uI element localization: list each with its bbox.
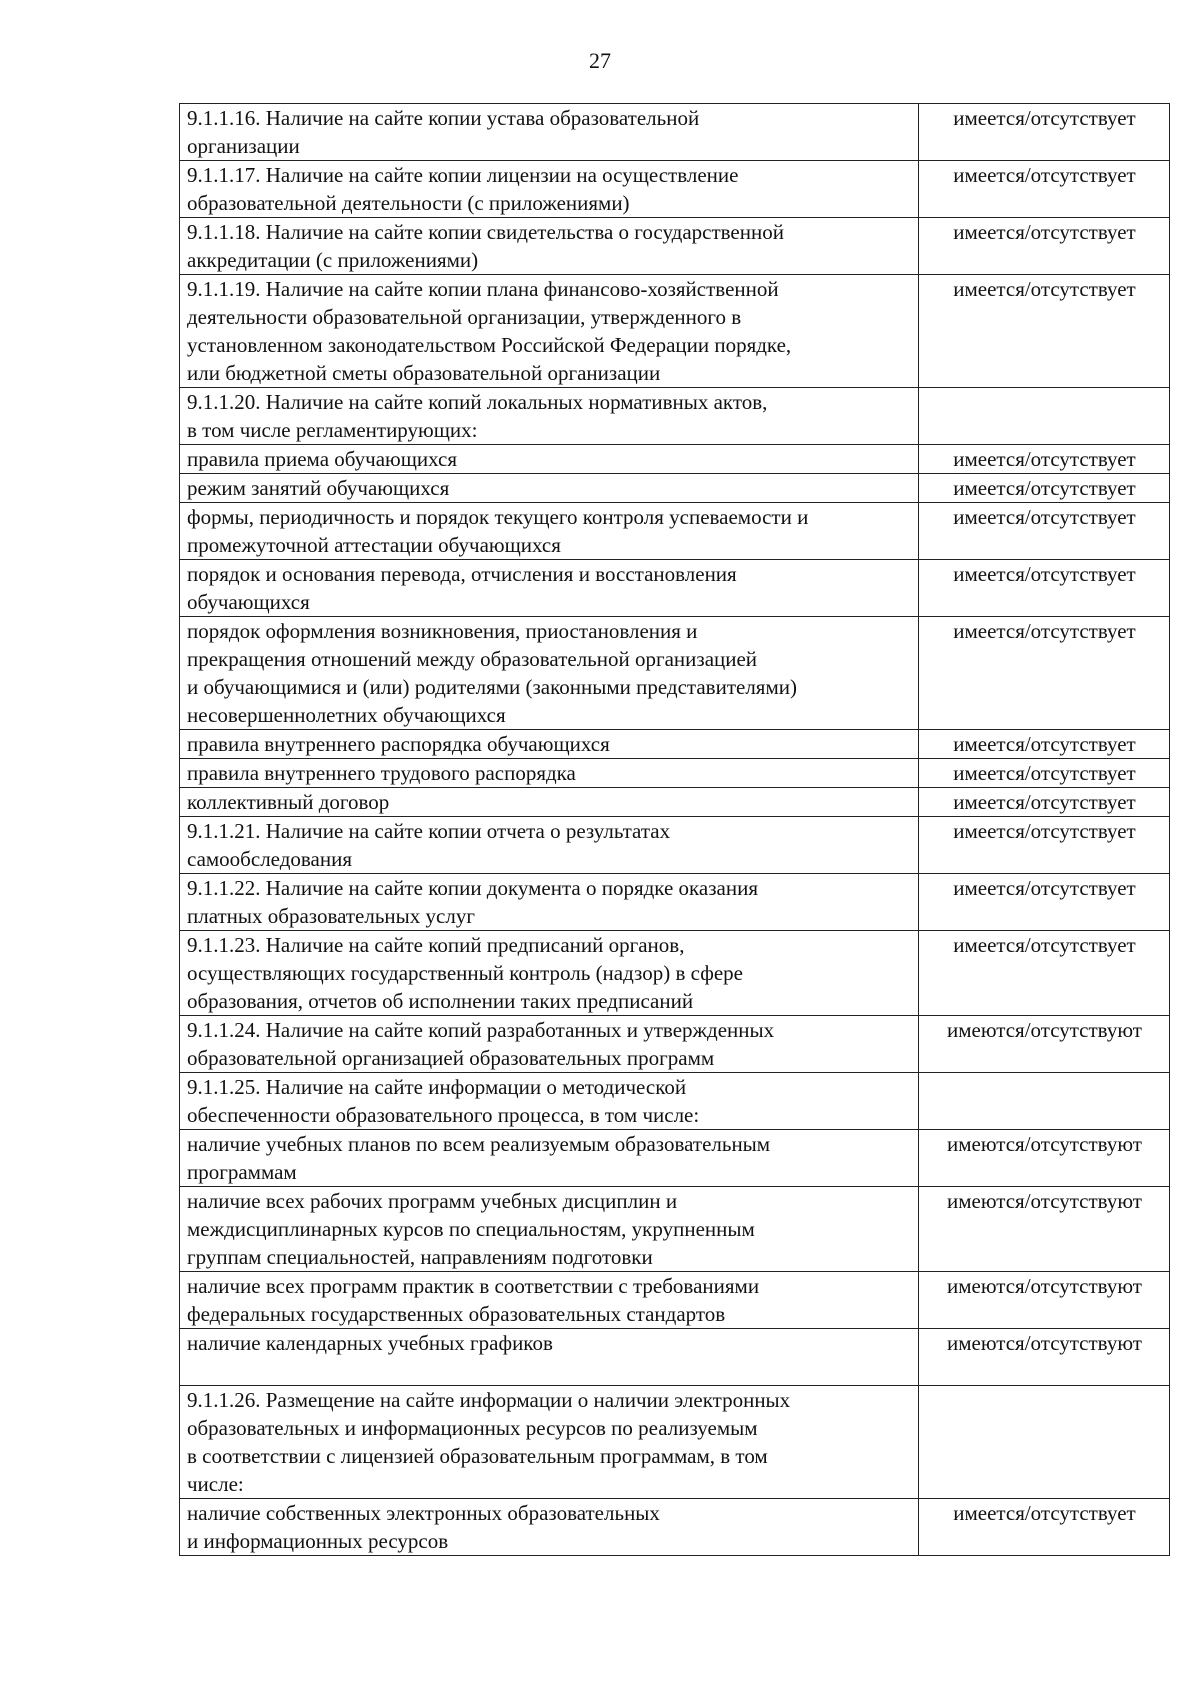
criterion-text-line: осуществляющих государственный контроль (надзор) в сфере <box>187 961 743 985</box>
table-row <box>180 104 1170 161</box>
criterion-cell <box>180 1187 919 1272</box>
page-number: 27 <box>589 48 611 73</box>
criterion-text-line: коллективный договор <box>187 790 390 814</box>
status-cell <box>919 388 1170 445</box>
criterion-text-line: 9.1.1.24. Наличие на сайте копий разработанных и утвержденных <box>187 1018 775 1042</box>
criterion-cell <box>180 1130 919 1187</box>
status-cell: имеется/отсутствует <box>919 560 1170 617</box>
status-cell <box>919 1386 1170 1499</box>
criterion-text-line: обеспеченности образовательного процесса, в том числе: <box>187 1103 700 1127</box>
criterion-text-line: наличие календарных учебных графиков <box>187 1331 553 1355</box>
criterion-cell <box>180 788 919 817</box>
criterion-text-line: промежуточной аттестации обучающихся <box>187 533 561 557</box>
table-row <box>180 503 1170 560</box>
criterion-cell <box>180 759 919 788</box>
criterion-cell <box>180 275 919 388</box>
criterion-text-line: междисциплинарных курсов по специальностям, укрупненным <box>187 1217 755 1241</box>
criterion-cell <box>180 218 919 275</box>
criterion-text-line: 9.1.1.17. Наличие на сайте копии лицензии на осуществление <box>187 163 739 187</box>
criterion-text-line: аккредитации (с приложениями) <box>187 248 479 272</box>
table-row <box>180 445 1170 474</box>
criterion-text-line: платных образовательных услуг <box>187 904 475 928</box>
table-row <box>180 931 1170 1016</box>
criterion-text-line: режим занятий обучающихся <box>187 476 450 500</box>
status-cell: имеется/отсутствует <box>919 1499 1170 1556</box>
table-row <box>180 617 1170 730</box>
table-row <box>180 388 1170 445</box>
status-cell: имеется/отсутствует <box>919 218 1170 275</box>
criterion-cell <box>180 730 919 759</box>
table-row <box>180 1016 1170 1073</box>
status-cell: имеется/отсутствует <box>919 788 1170 817</box>
criterion-cell <box>180 388 919 445</box>
table-row <box>180 1187 1170 1272</box>
criterion-text-line: 9.1.1.19. Наличие на сайте копии плана финансово-хозяйственной <box>187 277 779 301</box>
criterion-cell <box>180 445 919 474</box>
table-row <box>180 560 1170 617</box>
criterion-text-line: порядок и основания перевода, отчисления и восстановления <box>187 562 737 586</box>
criterion-cell <box>180 874 919 931</box>
criterion-text-line: наличие учебных планов по всем реализуемым образовательным <box>187 1132 771 1156</box>
criterion-cell <box>180 161 919 218</box>
status-cell: имеются/отсутствуют <box>919 1016 1170 1073</box>
status-cell: имеется/отсутствует <box>919 759 1170 788</box>
criterion-text-line: организации <box>187 134 300 158</box>
status-cell: имеется/отсутствует <box>919 104 1170 161</box>
table-row <box>180 1130 1170 1187</box>
table-row <box>180 275 1170 388</box>
criterion-text-line: наличие всех программ практик в соответствии с требованиями <box>187 1274 760 1298</box>
criterion-text-line: самообследования <box>187 847 352 871</box>
criterion-cell <box>180 1073 919 1130</box>
status-cell: имеется/отсутствует <box>919 445 1170 474</box>
status-cell: имеются/отсутствуют <box>919 1272 1170 1329</box>
criterion-cell <box>180 474 919 503</box>
criterion-text-line: правила внутреннего трудового распорядка <box>187 761 576 785</box>
criteria-table <box>179 103 1170 1556</box>
criterion-cell <box>180 1329 919 1386</box>
criterion-text-line: деятельности образовательной организации, утвержденного в <box>187 305 742 329</box>
criterion-cell <box>180 931 919 1016</box>
criterion-text-line: программам <box>187 1160 297 1184</box>
criterion-cell <box>180 503 919 560</box>
table-row <box>180 161 1170 218</box>
criterion-text-line: 9.1.1.20. Наличие на сайте копий локальных нормативных актов, <box>187 390 768 414</box>
status-cell: имеются/отсутствуют <box>919 1130 1170 1187</box>
criteria-table-body <box>180 104 1170 1556</box>
criterion-text-line: группам специальностей, направлениям подготовки <box>187 1245 653 1269</box>
table-row <box>180 817 1170 874</box>
criterion-text-line: обучающихся <box>187 590 310 614</box>
status-cell: имеется/отсутствует <box>919 275 1170 388</box>
table-row <box>180 474 1170 503</box>
status-cell: имеется/отсутствует <box>919 161 1170 218</box>
criterion-text-line: 9.1.1.18. Наличие на сайте копии свидетельства о государственной <box>187 220 784 244</box>
criterion-text-line: 9.1.1.16. Наличие на сайте копии устава образовательной <box>187 106 700 130</box>
criterion-cell <box>180 1016 919 1073</box>
criterion-text-line: несовершеннолетних обучающихся <box>187 703 506 727</box>
criterion-text-line: 9.1.1.23. Наличие на сайте копий предписаний органов, <box>187 933 685 957</box>
status-cell: имеется/отсутствует <box>919 474 1170 503</box>
table-row <box>180 1499 1170 1556</box>
status-cell <box>919 1073 1170 1130</box>
criterion-cell <box>180 1386 919 1499</box>
status-cell: имеется/отсутствует <box>919 874 1170 931</box>
table-row <box>180 730 1170 759</box>
criterion-text-line: правила внутреннего распорядка обучающихся <box>187 732 610 756</box>
criterion-text-line: образовательной организацией образовательных программ <box>187 1046 715 1070</box>
status-cell: имеется/отсутствует <box>919 817 1170 874</box>
table-row <box>180 874 1170 931</box>
criterion-text-line: и обучающимися и (или) родителями (законными представителями) <box>187 675 797 699</box>
criterion-text-line: или бюджетной сметы образовательной организации <box>187 361 661 385</box>
criterion-text-line: 9.1.1.25. Наличие на сайте информации о методической <box>187 1075 687 1099</box>
criterion-text-line: образовательной деятельности (с приложениями) <box>187 191 630 215</box>
status-cell: имеется/отсутствует <box>919 503 1170 560</box>
criterion-text-line: в том числе регламентирующих: <box>187 418 478 442</box>
status-cell: имеются/отсутствуют <box>919 1329 1170 1386</box>
table-row <box>180 788 1170 817</box>
criterion-text-line: установленном законодательством Российской Федерации порядке, <box>187 333 792 357</box>
criterion-text-line: 9.1.1.22. Наличие на сайте копии документа о порядке оказания <box>187 876 759 900</box>
status-cell: имеются/отсутствуют <box>919 1187 1170 1272</box>
criterion-text-line: формы, периодичность и порядок текущего контроля успеваемости и <box>187 505 809 529</box>
criterion-cell <box>180 1272 919 1329</box>
status-cell: имеется/отсутствует <box>919 617 1170 730</box>
criterion-text-line: порядок оформления возникновения, приостановления и <box>187 619 698 643</box>
table-row <box>180 1272 1170 1329</box>
criterion-text-line: 9.1.1.26. Размещение на сайте информации о наличии электронных <box>187 1388 791 1412</box>
table-row <box>180 218 1170 275</box>
criterion-text-line: образовательных и информационных ресурсов по реализуемым <box>187 1416 758 1440</box>
table-row <box>180 1329 1170 1386</box>
criterion-text-line: прекращения отношений между образовательной организацией <box>187 647 758 671</box>
criterion-text-line: образования, отчетов об исполнении таких предписаний <box>187 989 694 1013</box>
table-row <box>180 759 1170 788</box>
criterion-text-line: и информационных ресурсов <box>187 1529 449 1553</box>
criterion-text-line: правила приема обучающихся <box>187 447 458 471</box>
criterion-text-line: в соответствии с лицензией образовательным программам, в том <box>187 1444 768 1468</box>
table-row <box>180 1386 1170 1499</box>
criterion-text-line: 9.1.1.21. Наличие на сайте копии отчета о результатах <box>187 819 671 843</box>
criterion-cell <box>180 104 919 161</box>
criterion-text-line: наличие всех рабочих программ учебных дисциплин и <box>187 1189 678 1213</box>
table-row <box>180 1073 1170 1130</box>
criterion-text-line: федеральных государственных образовательных стандартов <box>187 1302 726 1326</box>
status-cell: имеется/отсутствует <box>919 931 1170 1016</box>
criterion-cell <box>180 617 919 730</box>
criterion-text-line: наличие собственных электронных образовательных <box>187 1501 660 1525</box>
status-cell: имеется/отсутствует <box>919 730 1170 759</box>
criterion-text-line: числе: <box>187 1472 244 1496</box>
criterion-cell <box>180 817 919 874</box>
criterion-cell <box>180 560 919 617</box>
criterion-cell <box>180 1499 919 1556</box>
